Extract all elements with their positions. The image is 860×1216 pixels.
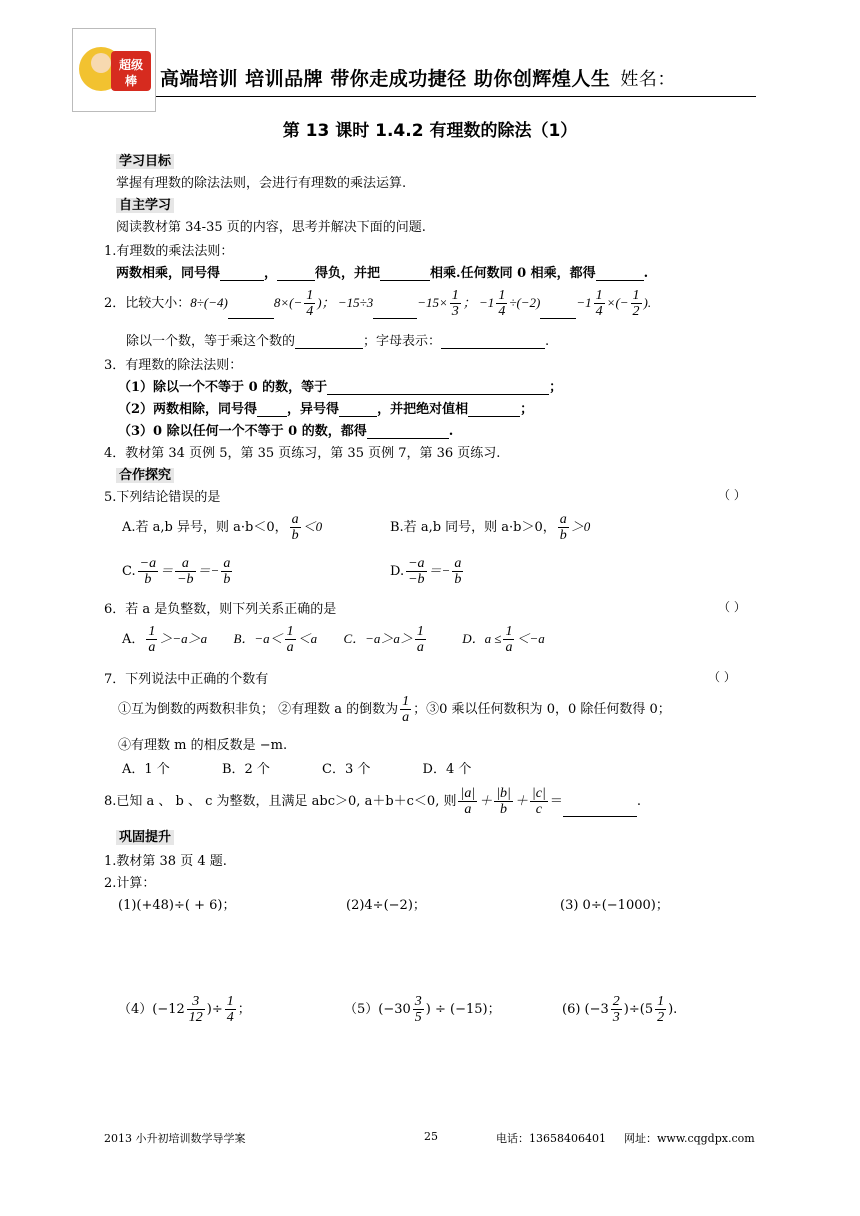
q8: 8.已知 a 、 b 、 c 为整数，且满足 abc＞0, a＋b＋c＜0, 则 $\frac{|a|}{a}$ ＋ $\frac{|b|}{b}$ ＋ $\frac{|c|}{c}$ ＝ . (104, 786, 641, 817)
calc-1: (1)(+48)÷( + 6)； (118, 898, 236, 913)
q3-rule2: （2）两数相除，同号得 ，异号得 ，并把绝对值相 ； (118, 402, 534, 417)
q5-option-b: B.若 a,b 同号，则 a·b＞0， $\frac{a}{b}$ ＞0 (390, 512, 591, 543)
brand-logo (72, 28, 156, 112)
calc-6: (6) (−3 $\frac{2}{3}$ )÷(5 $\frac{1}{2}$ ). (562, 994, 678, 1025)
consol-1: 1.教材第 38 页 4 题. (104, 854, 227, 869)
section-self: 自主学习 (116, 194, 174, 213)
footer-page-number: 25 (424, 1130, 438, 1143)
footer-site: 网址：www.cqgdpx.com (624, 1132, 755, 1145)
page-title: 第 13 课时 1.4.2 有理数的除法（1） (282, 121, 578, 141)
q5-option-d: D. $\frac{-a}{-b}$ ＝− $\frac{a}{b}$ (390, 556, 462, 587)
q7-statement-2: ④有理数 m 的相反数是 −m. (118, 738, 288, 753)
section-goal: 学习目标 (116, 150, 174, 169)
q1-head: 1.有理数的乘法法则： (104, 244, 234, 259)
logo-lettering: 超级 (118, 58, 144, 72)
q2-compare: 2．比较大小：8÷(−4) 8×(− $\frac{1}{4}$ )； −15÷3 −15× $\frac{1}{3}$ ； −1 $\frac{1}{4}$ ÷(−2) −1 $\frac{1}{4}$ ×(− $\frac{1}{2}$ ). (104, 288, 652, 319)
calc-4: （4）(−12 $\frac{3}{12}$ )÷ $\frac{1}{4}$ ； (118, 994, 251, 1025)
header-rule (156, 96, 756, 97)
calc-2: (2)4÷(−2)； (346, 898, 426, 913)
q7-answer-paren: （ ） (708, 670, 736, 684)
q2-line2: 除以一个数，等于乘这个数的 ；字母表示： . (126, 334, 550, 349)
q6-options: A． $\frac{1}{a}$ ＞−a＞a B．−a＜ $\frac{1}{a}$ ＜a C．−a＞a＞ $\frac{1}{a}$ D．a ≤ $\frac{1}{a}$ ＜−a (122, 624, 545, 655)
q1-rule: 两数相乘，同号得 ， 得负，并把 相乘.任何数同 0 相乘，都得 . (116, 266, 649, 281)
q5-option-a: A.若 a,b 异号，则 a·b＜0， $\frac{a}{b}$ ＜0 (122, 512, 323, 543)
q4: 4．教材第 34 页例 5，第 35 页练习，第 35 页例 7，第 36 页练习. (104, 446, 501, 461)
consol-2: 2.计算： (104, 876, 156, 891)
q3-rule3: （3）0 除以任何一个不等于 0 的数，都得 . (118, 424, 454, 439)
header-slogan (160, 64, 676, 91)
q6-answer-paren: （ ） (718, 600, 746, 614)
q7-head: 7．下列说法中正确的个数有 (104, 672, 269, 687)
calc-5: （5）(−30 $\frac{3}{5}$ ) ÷ (−15)； (344, 994, 501, 1025)
q5-option-c: C. $\frac{-a}{b}$ ＝ $\frac{a}{-b}$ ＝− $\frac{a}{b}$ (122, 556, 231, 587)
section-coop: 合作探究 (116, 464, 174, 483)
name-label: 姓名： (620, 69, 676, 90)
q3-head: 3．有理数的除法法则： (104, 358, 243, 373)
q3-rule1: （1）除以一个不等于 0 的数，等于 ； (118, 380, 563, 395)
goal-text: 掌握有理数的除法法则，会进行有理数的乘法运算. (116, 176, 407, 191)
svg-text:棒: 棒 (124, 74, 138, 88)
q7-statement-1: ①互为倒数的两数积非负； ②有理数 a 的倒数为 $\frac{1}{a}$ ；③0 乘以任何数积为 0，0 除任何数得 0； (118, 694, 671, 725)
q7-options: A．1 个 B．2 个 C．3 个 D．4 个 (122, 762, 472, 777)
q6-head: 6．若 a 是负整数，则下列关系正确的是 (104, 602, 337, 617)
q5-answer-paren: （ ） (718, 488, 746, 502)
footer-left: 2013 小升初培训数学导学案 (104, 1132, 246, 1145)
self-intro: 阅读教材第 34-35 页的内容，思考并解决下面的问题. (116, 220, 426, 235)
calc-3: (3) 0÷(−1000)； (560, 898, 669, 913)
section-consolidate: 巩固提升 (116, 826, 174, 845)
footer-phone: 电话：13658406401 (496, 1132, 606, 1145)
q5-head: 5.下列结论错误的是 (104, 490, 221, 505)
slogan-text: 高端培训 培训品牌 带你走成功捷径 助你创辉煌人生 (160, 68, 611, 90)
